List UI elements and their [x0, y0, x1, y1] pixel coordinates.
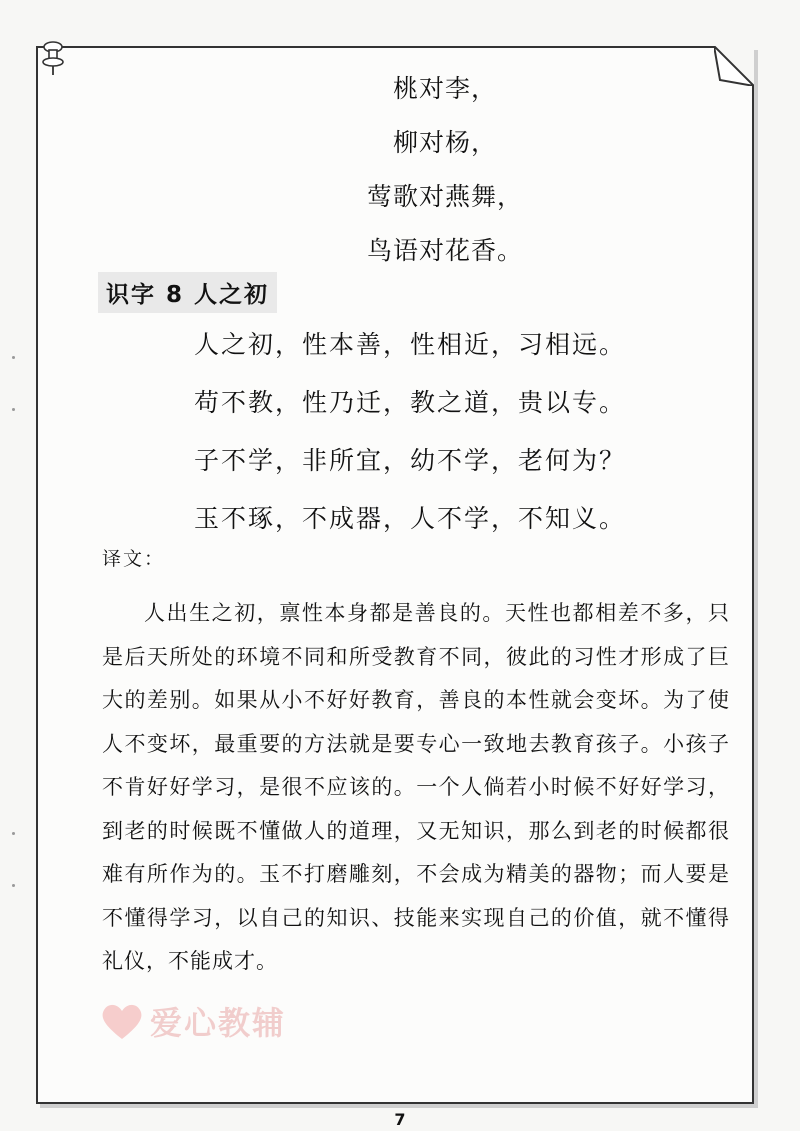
page-sheet — [36, 46, 754, 1104]
poem-line: 柳对杨， — [392, 128, 497, 157]
poem-line: 桃对李， — [392, 74, 497, 103]
margin-dot — [12, 356, 15, 359]
lesson-verses — [194, 316, 626, 548]
margin-dot — [12, 832, 15, 835]
page-number: 7 — [394, 1110, 406, 1129]
poem-line: 莺歌对燕舞， — [366, 182, 523, 211]
verse-line: 苟不教，性乃迁，教之道，贵以专。 — [194, 388, 627, 417]
heart-icon — [100, 1001, 144, 1041]
lesson-title: 识字 8 人之初 — [98, 272, 277, 313]
couplet-poem — [38, 62, 752, 278]
poem-line: 鸟语对花香。 — [366, 236, 523, 265]
margin-dot — [12, 884, 15, 887]
translation-paragraph: 人出生之初，禀性本身都是善良的。天性也都相差不多，只是后天所处的环境不同和所受教育不同，彼此的习性才形成了巨大的差别。如果从小不好好教育，善良的本性就会变坏。为了使人不变坏，最重要的方法就是要专心一致地去教育孩子。小孩子不肯好好学习，是很不应该的。一个人倘若小时候不好好学习，到老的时候既不懂做人的道理，又无知识，那么到老的时候都很难有所作为的。玉不打磨雕刻，不会成为精美的器物；而人要是不懂得学习，以自己的知识、技能来实现自己的价值，就不懂得礼仪，不能成才。 — [102, 601, 730, 973]
watermark — [100, 998, 286, 1044]
verse-line: 玉不琢，不成器，人不学，不知义。 — [194, 504, 627, 533]
translation-label: 译文： — [102, 548, 166, 570]
verse-line: 子不学，非所宜，幼不学，老何为？ — [194, 446, 627, 475]
verse-line: 人之初，性本善，性相近，习相远。 — [194, 330, 627, 359]
watermark-text: 爱心教辅 — [150, 1004, 287, 1042]
margin-dot — [12, 408, 15, 411]
